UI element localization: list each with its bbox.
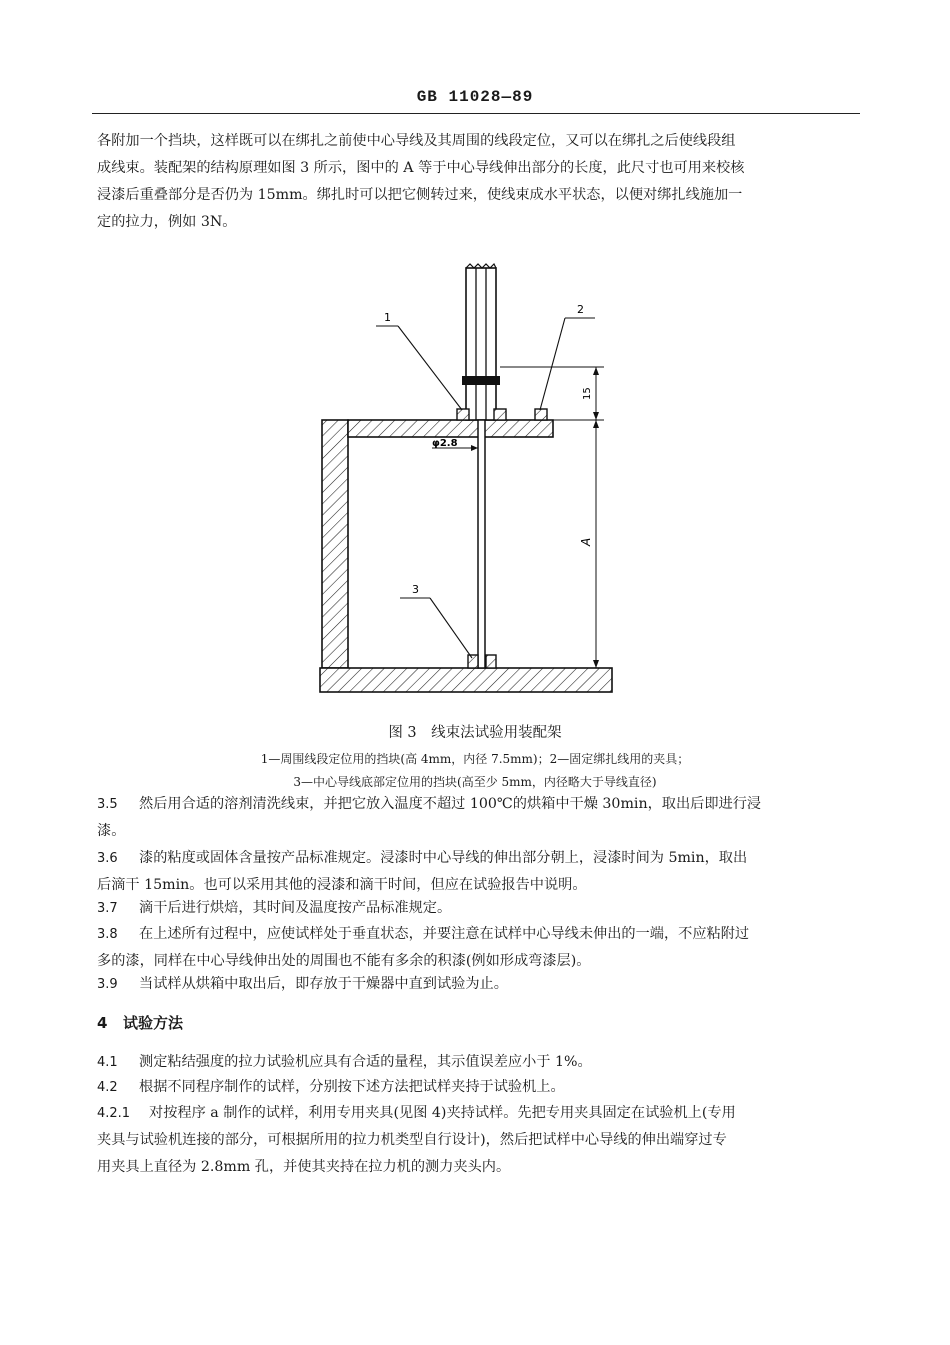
peripheral-stop-left [457, 409, 469, 420]
intro-line: 定的拉力，例如 3N。 [97, 214, 237, 230]
section-line: 然后用合适的溶剂清洗线束，并把它放入温度不超过 100℃的烘箱中干燥 30min，取出后即进行浸 [139, 796, 762, 812]
section-4-heading [97, 1012, 183, 1033]
section-line: 在上述所有过程中，应使试样处于垂直状态，并要注意在试样中心导线未伸出的一端，不应粘附过 [139, 926, 750, 942]
section-number: 3.7 [97, 901, 118, 916]
intro-line: 成线束。装配架的结构原理如图 3 所示，图中的 A 等于中心导线伸出部分的长度，此尺寸也可用来校核 [97, 160, 745, 176]
section-3-5 [97, 791, 857, 845]
section-4-2 [97, 1074, 857, 1101]
binding-clamp [535, 409, 547, 420]
section-3-6 [97, 845, 857, 899]
assembly-fixture-figure [0, 255, 950, 710]
section-heading-title: 试验方法 [123, 1014, 184, 1032]
header-rule [92, 113, 860, 114]
section-heading-number: 4 [97, 1014, 108, 1032]
section-number: 4.2 [97, 1080, 118, 1095]
figure-caption-note-1: 1—周围线段定位用的挡块(高 4mm，内径 7.5mm)；2—固定绑扎线用的夹具； [260, 752, 690, 766]
section-4-2-1 [97, 1100, 857, 1181]
wire-bundle [466, 264, 496, 420]
center-wire [478, 420, 485, 668]
section-number: 3.6 [97, 851, 118, 866]
section-number: 3.5 [97, 797, 118, 812]
label-item-3: 3 [412, 583, 419, 596]
section-line: 对按程序 a 制作的试样，利用专用夹具(见图 4)夹持试样。先把专用夹具固定在试验机上(专用 [149, 1105, 736, 1121]
bottom-stop-right [486, 655, 496, 668]
frame-top-plate [348, 420, 553, 437]
section-line: 多的漆，同样在中心导线伸出处的周围也不能有多余的积漆(例如形成弯漆层)。 [97, 953, 591, 969]
section-number: 3.9 [97, 977, 118, 992]
intro-paragraph [97, 128, 857, 236]
section-4-1 [97, 1049, 857, 1076]
bottom-stop-left [468, 655, 478, 668]
figure-caption-note-2: 3—中心导线底部定位用的挡块(高至少 5mm，内径略大于导线直径) [293, 775, 657, 789]
section-line: 当试样从烘箱中取出后，即存放于干燥器中直到试验为止。 [139, 976, 508, 992]
section-line: 漆的粘度或固体含量按产品标准规定。浸漆时中心导线的伸出部分朝上，浸漆时间为 5min，取出 [139, 850, 748, 866]
frame-base-plate [320, 668, 612, 692]
section-line: 漆。 [97, 823, 126, 839]
label-diameter: φ2.8 [432, 438, 458, 449]
section-number: 4.2.1 [97, 1106, 131, 1121]
intro-line: 各附加一个挡块，这样既可以在绑扎之前使中心导线及其周围的线段定位，又可以在绑扎之后使线段组 [97, 133, 736, 149]
section-3-9 [97, 971, 857, 998]
section-line: 根据不同程序制作的试样，分别按下述方法把试样夹持于试验机上。 [139, 1079, 565, 1095]
section-number: 3.8 [97, 927, 118, 942]
section-line: 后滴干 15min。也可以采用其他的浸漆和滴干时间，但应在试验报告中说明。 [97, 877, 587, 893]
section-line: 夹具与试验机连接的部分，可根据所用的拉力机类型自行设计)，然后把试样中心导线的伸出端穿过专 [97, 1132, 727, 1148]
label-item-1: 1 [384, 311, 391, 324]
intro-line: 浸漆后重叠部分是否仍为 15mm。绑扎时可以把它侧转过来，使线束成水平状态，以便对绑扎线施加一 [97, 187, 743, 203]
peripheral-stop-right [494, 409, 506, 420]
binding-band [462, 376, 500, 385]
section-number: 4.1 [97, 1055, 118, 1070]
section-line: 滴干后进行烘焙，其时间及温度按产品标准规定。 [139, 900, 452, 916]
figure-caption-title: 图 3 线束法试验用装配架 [388, 725, 562, 741]
section-line: 用夹具上直径为 2.8mm 孔，并使其夹持在拉力机的测力夹头内。 [97, 1159, 511, 1175]
section-line: 测定粘结强度的拉力试验机应具有合适的量程，其示值误差应小于 1%。 [139, 1054, 592, 1070]
label-item-2: 2 [577, 303, 584, 316]
page-header: GB 11028—89 [416, 88, 534, 106]
section-3-8 [97, 921, 857, 975]
frame-left-wall [322, 420, 348, 668]
label-dim-15: 15 [582, 387, 593, 400]
section-3-7 [97, 895, 857, 922]
label-dim-A: A [579, 537, 593, 546]
